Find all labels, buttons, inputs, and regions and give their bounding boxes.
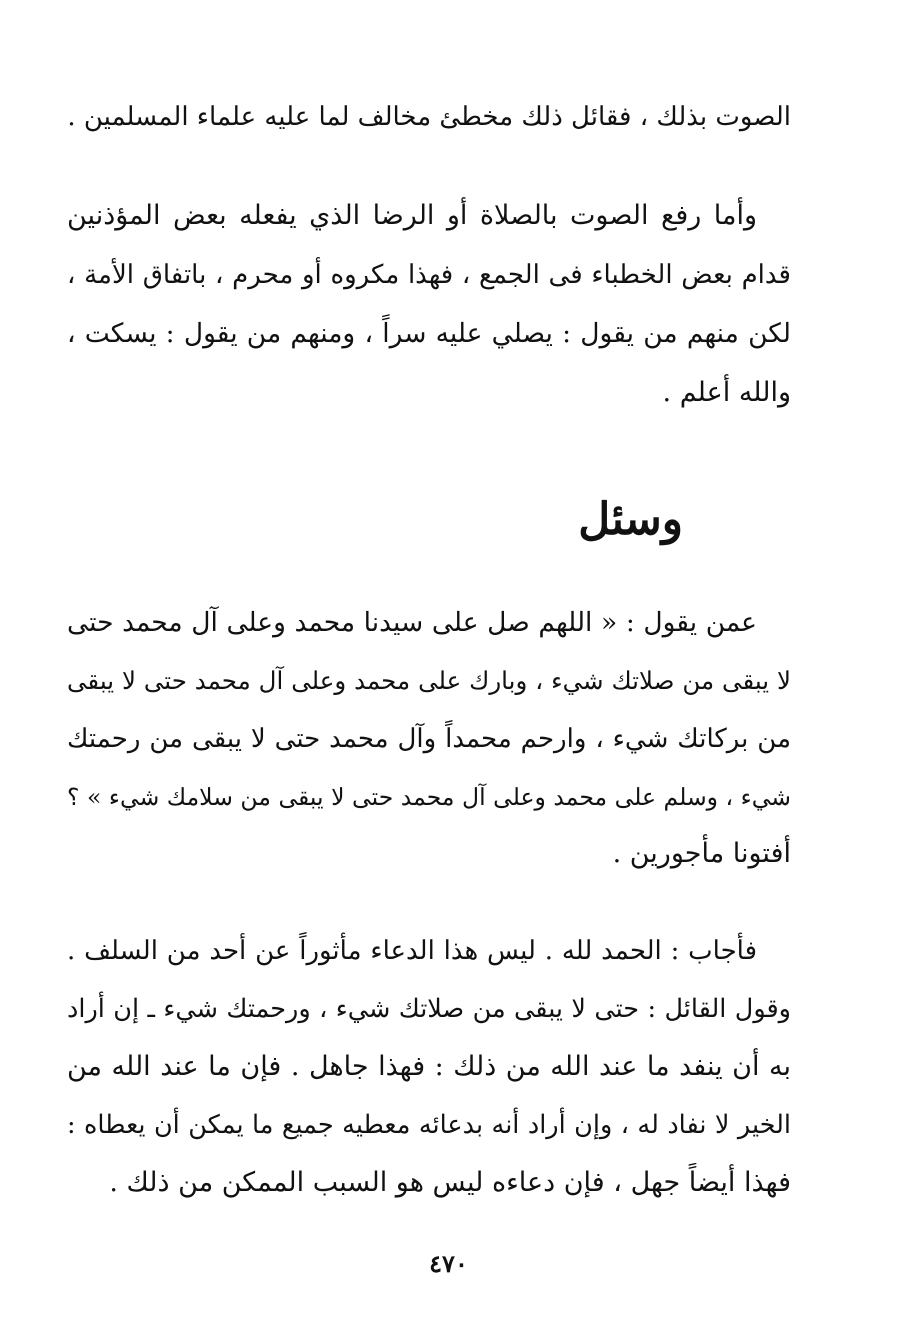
text-line: والله أعلم . [662,377,791,408]
text-line: قدام بعض الخطباء فى الجمع ، فهذا مكروه أو محرم ، باتفاق الأمة ، [67,260,791,290]
text-line: شيء ، وسلم على محمد وعلى آل محمد حتى لا يبقى من سلامك شيء » ؟ [67,783,791,811]
text-line: به أن ينفد ما عند الله من ذلك : فهذا جاهل . فإن ما عند الله من [67,1051,791,1082]
text-line: لا يبقى من صلاتك شيء ، وبارك على محمد وعلى آل محمد حتى لا يبقى [67,666,791,695]
text-line: وأما رفع الصوت بالصلاة أو الرضا الذي يفعله بعض المؤذنين [67,200,757,231]
text-line: أفتونا مأجورين . [612,838,791,869]
text-line: من بركاتك شيء ، وارحم محمداً وآل محمد حتى لا يبقى من رحمتك [67,724,791,754]
text-line: فأجاب : الحمد لله . ليس هذا الدعاء مأثوراً عن أحد من السلف . [67,936,757,966]
text-line: لكن منهم من يقول : يصلي عليه سراً ، ومنهم من يقول : يسكت ، [67,318,791,349]
text-line: الصوت بذلك ، فقائل ذلك مخطئ مخالف لما عليه علماء المسلمين . [67,102,791,132]
page-number: ٤٧٠ [429,1249,468,1278]
text-line: وقول القائل : حتى لا يبقى من صلاتك شيء ، ورحمتك شيء ـ إن أراد [67,994,791,1024]
text-line: عمن يقول : « اللهم صل على سيدنا محمد وعلى آل محمد حتى [67,607,757,638]
text-line: فهذا أيضاً جهل ، فإن دعاءه ليس هو السبب الممكن من ذلك . [109,1167,791,1198]
text-line: الخير لا نفاد له ، وإن أراد أنه بدعائه معطيه جميع ما يمكن أن يعطاه : [67,1110,791,1140]
section-heading: وسئل [578,494,683,545]
